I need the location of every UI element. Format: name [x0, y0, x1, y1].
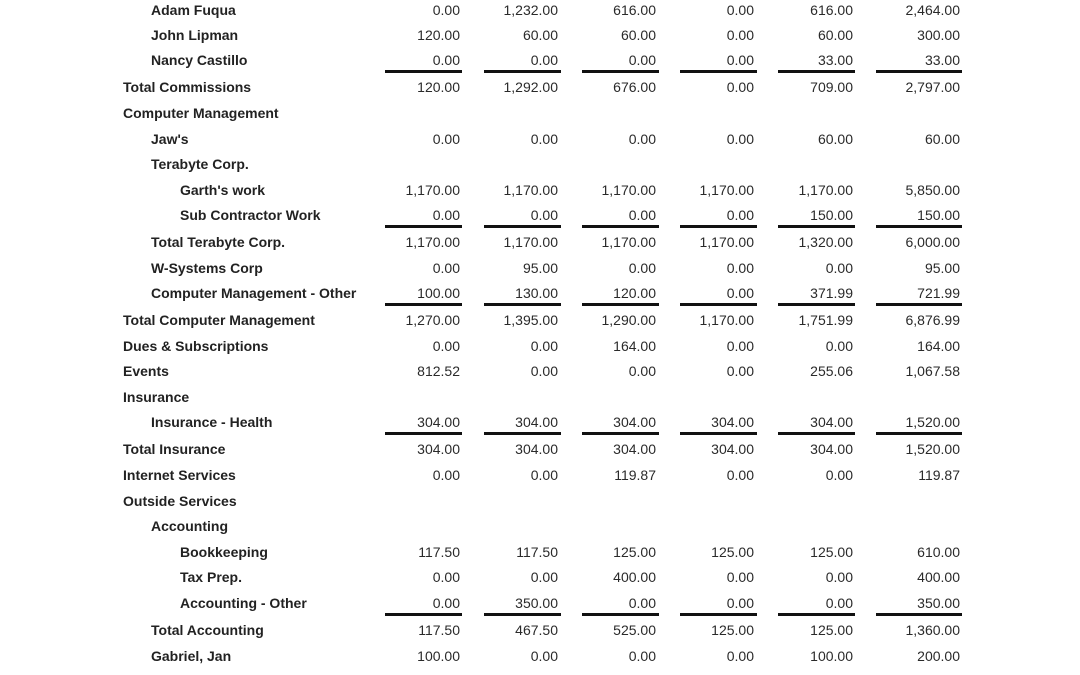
row-value-col-2: 0.00 [530, 52, 558, 68]
subtotal-rule [484, 225, 561, 228]
row-value-col-2: 0.00 [530, 569, 558, 585]
row-value-col-3: 0.00 [628, 648, 656, 664]
report-row [0, 283, 1080, 303]
row-value-col-4: 0.00 [726, 338, 754, 354]
row-value-col-5: 125.00 [810, 544, 853, 560]
row-value-col-2: 0.00 [530, 207, 558, 223]
row-value-col-2: 0.00 [530, 648, 558, 664]
row-value-col-3: 1,170.00 [601, 234, 656, 250]
subtotal-rule [582, 303, 659, 306]
report-row [0, 439, 1080, 459]
row-value-col-1: 100.00 [417, 648, 460, 664]
row-value-col-6: 5,850.00 [905, 182, 960, 198]
row-value-col-6: 150.00 [917, 207, 960, 223]
row-value-col-6: 400.00 [917, 569, 960, 585]
row-value-col-4: 0.00 [726, 2, 754, 18]
subtotal-rule [484, 303, 561, 306]
row-value-col-2: 0.00 [530, 467, 558, 483]
report-row [0, 542, 1080, 562]
row-value-col-1: 0.00 [432, 260, 460, 276]
subtotal-rule [778, 432, 855, 435]
subtotal-rule [582, 225, 659, 228]
report-row [0, 593, 1080, 613]
row-value-col-3: 616.00 [613, 2, 656, 18]
subtotal-rule [876, 303, 962, 306]
row-label: Total Accounting [151, 622, 264, 638]
report-row [0, 465, 1080, 485]
row-value-col-5: 255.06 [810, 363, 853, 379]
row-value-col-1: 0.00 [432, 595, 460, 611]
row-value-col-1: 304.00 [417, 441, 460, 457]
row-value-col-4: 0.00 [726, 648, 754, 664]
row-value-col-1: 304.00 [417, 414, 460, 430]
report-row [0, 0, 1080, 20]
row-value-col-2: 117.50 [516, 544, 558, 560]
subtotal-rule [484, 432, 561, 435]
report-row [0, 310, 1080, 330]
report-row [0, 258, 1080, 278]
row-value-col-1: 0.00 [432, 338, 460, 354]
subtotal-rule [876, 70, 962, 73]
row-value-col-6: 6,000.00 [905, 234, 960, 250]
row-value-col-4: 0.00 [726, 285, 754, 301]
row-value-col-4: 0.00 [726, 79, 754, 95]
row-value-col-2: 130.00 [515, 285, 558, 301]
report-row [0, 646, 1080, 666]
row-value-col-2: 1,170.00 [503, 182, 558, 198]
row-value-col-3: 0.00 [628, 52, 656, 68]
row-value-col-5: 304.00 [810, 414, 853, 430]
row-value-col-3: 0.00 [628, 595, 656, 611]
row-label: Total Insurance [123, 441, 226, 457]
subtotal-rule [680, 432, 757, 435]
row-value-col-2: 0.00 [530, 338, 558, 354]
row-value-col-4: 1,170.00 [699, 312, 754, 328]
row-label: Nancy Castillo [151, 52, 248, 68]
row-value-col-5: 60.00 [817, 27, 853, 43]
row-value-col-4: 1,170.00 [699, 234, 754, 250]
row-value-col-1: 0.00 [432, 131, 460, 147]
row-label: Jaw's [151, 131, 189, 147]
row-value-col-3: 164.00 [613, 338, 656, 354]
row-value-col-4: 0.00 [726, 569, 754, 585]
row-value-col-4: 0.00 [726, 595, 754, 611]
row-label: Accounting - Other [180, 595, 307, 611]
row-value-col-5: 304.00 [810, 441, 853, 457]
row-value-col-6: 33.00 [924, 52, 960, 68]
row-value-col-4: 304.00 [711, 441, 754, 457]
report-row [0, 205, 1080, 225]
row-value-col-2: 1,395.00 [503, 312, 558, 328]
report-row [0, 516, 1080, 536]
row-value-col-4: 0.00 [726, 467, 754, 483]
row-value-col-1: 120.00 [417, 27, 460, 43]
row-value-col-6: 1,360.00 [905, 622, 960, 638]
subtotal-rule [876, 432, 962, 435]
subtotal-rule [876, 225, 962, 228]
row-value-col-2: 350.00 [515, 595, 558, 611]
row-value-col-3: 120.00 [613, 285, 656, 301]
subtotal-rule [385, 613, 462, 616]
row-label: Sub Contractor Work [180, 207, 321, 223]
row-label: Insurance [123, 389, 190, 405]
row-value-col-1: 117.50 [418, 622, 460, 638]
row-value-col-5: 1,170.00 [798, 182, 853, 198]
row-value-col-6: 2,464.00 [905, 2, 960, 18]
row-value-col-1: 1,170.00 [405, 234, 460, 250]
row-value-col-6: 95.00 [924, 260, 960, 276]
row-value-col-4: 0.00 [726, 207, 754, 223]
row-value-col-6: 300.00 [917, 27, 960, 43]
subtotal-rule [876, 613, 962, 616]
row-value-col-6: 6,876.99 [905, 312, 960, 328]
row-value-col-1: 0.00 [432, 569, 460, 585]
row-label: Computer Management - Other [151, 285, 357, 301]
subtotal-rule [778, 303, 855, 306]
row-value-col-3: 0.00 [628, 207, 656, 223]
report-row [0, 387, 1080, 407]
row-value-col-5: 60.00 [817, 131, 853, 147]
row-value-col-1: 0.00 [432, 207, 460, 223]
row-value-col-3: 304.00 [613, 414, 656, 430]
subtotal-rule [778, 70, 855, 73]
row-value-col-3: 400.00 [613, 569, 656, 585]
report-row [0, 336, 1080, 356]
row-value-col-2: 304.00 [515, 441, 558, 457]
row-value-col-3: 60.00 [620, 27, 656, 43]
row-label: Garth's work [180, 182, 266, 198]
subtotal-rule [582, 432, 659, 435]
row-value-col-3: 125.00 [613, 544, 656, 560]
report-row [0, 50, 1080, 70]
report-row [0, 154, 1080, 174]
report-row [0, 620, 1080, 640]
row-value-col-1: 0.00 [432, 52, 460, 68]
row-value-col-4: 0.00 [726, 260, 754, 276]
row-label: Bookkeeping [180, 544, 268, 560]
row-value-col-1: 120.00 [417, 79, 460, 95]
subtotal-rule [484, 613, 561, 616]
row-value-col-4: 0.00 [726, 363, 754, 379]
row-value-col-6: 119.87 [918, 467, 960, 483]
row-value-col-5: 33.00 [817, 52, 853, 68]
row-label: Accounting [151, 518, 228, 534]
row-label: John Lipman [151, 27, 239, 43]
row-label: Total Commissions [123, 79, 252, 95]
row-value-col-5: 125.00 [810, 622, 853, 638]
row-value-col-2: 60.00 [522, 27, 558, 43]
subtotal-rule [778, 613, 855, 616]
row-value-col-3: 0.00 [628, 363, 656, 379]
row-value-col-3: 525.00 [613, 622, 656, 638]
subtotal-rule [680, 303, 757, 306]
row-value-col-5: 616.00 [810, 2, 853, 18]
row-value-col-3: 304.00 [613, 441, 656, 457]
report-row [0, 77, 1080, 97]
row-value-col-4: 0.00 [726, 27, 754, 43]
row-value-col-2: 1,232.00 [503, 2, 558, 18]
subtotal-rule [582, 70, 659, 73]
report-row [0, 232, 1080, 252]
report-row [0, 129, 1080, 149]
row-value-col-6: 2,797.00 [905, 79, 960, 95]
row-value-col-3: 676.00 [613, 79, 656, 95]
row-value-col-2: 467.50 [515, 622, 558, 638]
row-label: Gabriel, Jan [151, 648, 232, 664]
subtotal-rule [385, 432, 462, 435]
row-label: Dues & Subscriptions [123, 338, 269, 354]
row-value-col-6: 200.00 [917, 648, 960, 664]
row-value-col-3: 119.87 [614, 467, 656, 483]
report-row [0, 103, 1080, 123]
subtotal-rule [582, 613, 659, 616]
row-value-col-3: 1,290.00 [601, 312, 656, 328]
row-value-col-2: 1,170.00 [503, 234, 558, 250]
row-label: Computer Management [123, 105, 279, 121]
row-label: Outside Services [123, 493, 237, 509]
row-value-col-5: 709.00 [810, 79, 853, 95]
row-value-col-2: 1,292.00 [503, 79, 558, 95]
report-row [0, 567, 1080, 587]
subtotal-rule [778, 225, 855, 228]
row-value-col-5: 0.00 [825, 569, 853, 585]
report-row [0, 361, 1080, 381]
row-value-col-4: 304.00 [711, 414, 754, 430]
row-value-col-5: 1,320.00 [798, 234, 853, 250]
row-value-col-4: 1,170.00 [699, 182, 754, 198]
row-value-col-5: 0.00 [825, 595, 853, 611]
subtotal-rule [484, 70, 561, 73]
row-label: W-Systems Corp [151, 260, 263, 276]
row-label: Total Terabyte Corp. [151, 234, 286, 250]
row-value-col-5: 371.99 [810, 285, 853, 301]
subtotal-rule [385, 303, 462, 306]
row-label: Tax Prep. [180, 569, 242, 585]
row-value-col-1: 0.00 [432, 2, 460, 18]
row-value-col-6: 350.00 [917, 595, 960, 611]
subtotal-rule [680, 225, 757, 228]
row-value-col-3: 0.00 [628, 260, 656, 276]
row-value-col-2: 0.00 [530, 131, 558, 147]
row-value-col-4: 125.00 [711, 622, 754, 638]
report-row [0, 25, 1080, 45]
row-label: Insurance - Health [151, 414, 273, 430]
row-value-col-5: 0.00 [825, 338, 853, 354]
row-value-col-2: 95.00 [522, 260, 558, 276]
report-row [0, 180, 1080, 200]
row-value-col-6: 1,067.58 [905, 363, 960, 379]
row-value-col-1: 812.52 [417, 363, 460, 379]
row-label: Terabyte Corp. [151, 156, 249, 172]
row-value-col-6: 721.99 [917, 285, 960, 301]
row-label: Total Computer Management [123, 312, 315, 328]
row-value-col-4: 0.00 [726, 52, 754, 68]
row-value-col-2: 0.00 [530, 363, 558, 379]
row-value-col-5: 100.00 [810, 648, 853, 664]
row-value-col-6: 164.00 [917, 338, 960, 354]
subtotal-rule [680, 613, 757, 616]
row-label: Adam Fuqua [151, 2, 236, 18]
row-value-col-5: 150.00 [810, 207, 853, 223]
row-value-col-6: 610.00 [917, 544, 960, 560]
row-value-col-5: 0.00 [825, 467, 853, 483]
subtotal-rule [680, 70, 757, 73]
row-value-col-1: 117.50 [418, 544, 460, 560]
row-value-col-6: 60.00 [924, 131, 960, 147]
row-value-col-4: 125.00 [711, 544, 754, 560]
report-row [0, 491, 1080, 511]
row-label: Events [123, 363, 169, 379]
row-value-col-1: 100.00 [417, 285, 460, 301]
row-value-col-6: 1,520.00 [905, 441, 960, 457]
row-value-col-1: 1,270.00 [405, 312, 460, 328]
row-value-col-3: 1,170.00 [601, 182, 656, 198]
row-label: Internet Services [123, 467, 236, 483]
row-value-col-4: 0.00 [726, 131, 754, 147]
row-value-col-1: 1,170.00 [405, 182, 460, 198]
subtotal-rule [385, 225, 462, 228]
row-value-col-5: 0.00 [825, 260, 853, 276]
row-value-col-1: 0.00 [432, 467, 460, 483]
row-value-col-6: 1,520.00 [905, 414, 960, 430]
row-value-col-5: 1,751.99 [798, 312, 853, 328]
report-row [0, 412, 1080, 432]
row-value-col-3: 0.00 [628, 131, 656, 147]
subtotal-rule [385, 70, 462, 73]
row-value-col-2: 304.00 [515, 414, 558, 430]
